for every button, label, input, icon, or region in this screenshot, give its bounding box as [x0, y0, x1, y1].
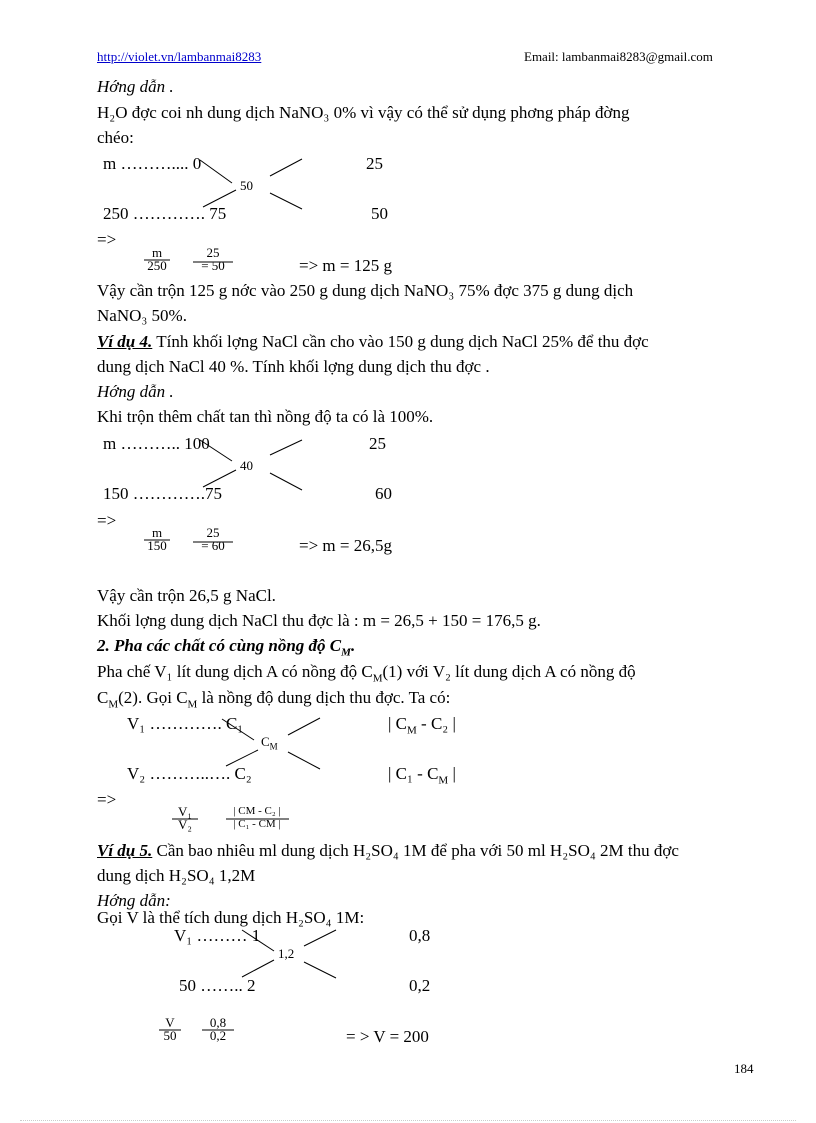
example4-arrow: => — [97, 511, 117, 530]
example4-mid: 40 — [240, 458, 253, 473]
section2-row1-right: | $C_M - C_2$ | — [388, 714, 456, 737]
frac-denominator: 50 — [163, 1028, 177, 1043]
section2-mid: $C_M$ — [261, 734, 278, 752]
cross-line — [270, 440, 302, 455]
section2-row2-left: V₂ ………..…. C₂ — [127, 764, 252, 783]
example5-row2-left: 50 …….. 2 — [179, 976, 256, 995]
example5-row1-left: V₁ ……… 1 — [174, 926, 261, 945]
example5-guide-line: Gọi V là thể tích dung dịch H₂SO₄ 1M: — [97, 908, 365, 927]
cross-line — [200, 440, 232, 461]
section2-title: 2. Pha các chất có cùng nồng độ $C_M$. — [97, 636, 356, 659]
example4-result: => m = 26,5g — [299, 536, 392, 555]
cross-line — [270, 193, 302, 209]
cross-line — [200, 160, 232, 183]
block1-row1-left: m ……….... 0 — [103, 154, 202, 173]
cross-line — [203, 470, 236, 487]
frac-numerator: V₁ — [178, 804, 192, 819]
header-link[interactable]: http://violet.vn/lambanmai8283 — [97, 49, 262, 64]
guide-heading-3: Hớng dẫn: — [97, 891, 171, 910]
cross-line — [270, 159, 302, 176]
section2-row2-right: | $C_1 - C_M$ | — [388, 764, 456, 787]
cross-line — [288, 718, 320, 735]
section2-para-line2: $C_M(2)$. Gọi $C_M$ là nồng độ dung dịch thu đợc. Ta có: — [97, 688, 451, 711]
frac-numerator: m — [151, 525, 163, 540]
guide-heading-2: Hớng dẫn . — [97, 382, 174, 401]
section2-row1-left: V₁ …………. C₁ — [127, 714, 244, 733]
block1-result: => m = 125 g — [299, 256, 392, 275]
block1-row2-left: 250 …………. 75 — [103, 204, 227, 223]
frac-denominator: 250 — [147, 258, 167, 273]
frac-numerator: m — [151, 245, 163, 260]
example4-line2: dung dịch NaCl 40 %. Tính khối lợng dung dịch thu đợc . — [97, 357, 490, 376]
frac-denominator: | C₁ - CM | — [233, 818, 281, 830]
section2-arrow: => — [97, 790, 117, 809]
bottom-rule — [20, 1120, 796, 1121]
example5-text1: Cần bao nhiêu ml dung dịch H₂SO₄ 1M để pha với 50 ml H₂SO₄ 2M thu đợc — [152, 841, 679, 860]
page-number: 184 — [734, 1061, 754, 1076]
frac-denominator: V₂ — [178, 817, 192, 832]
cross-line — [222, 719, 254, 740]
example5-mid: 1,2 — [278, 946, 295, 961]
cross-line — [242, 930, 274, 951]
cross-line — [242, 960, 274, 977]
cross-line — [226, 750, 258, 766]
example4-row1-right: 25 — [369, 434, 386, 453]
cross-line — [203, 190, 236, 207]
example5-result: = > V = 200 — [346, 1027, 429, 1046]
example4-text1: Tính khối lợng NaCl cần cho vào 150 g dung dịch NaCl 25% để thu đợc — [152, 332, 649, 351]
frac-denominator: = 50 — [201, 258, 225, 273]
frac-numerator: 25 — [206, 245, 220, 260]
block1-line1: H₂O đợc coi nh dung dịch NaNO₃ 0% vì vậy có thể sử dụng phơng pháp đờng — [97, 103, 630, 122]
example4-row2-right: 60 — [375, 484, 392, 503]
frac-numerator: | CM - C₂ | — [233, 805, 281, 817]
frac-denominator: 0,2 — [209, 1028, 227, 1043]
block1-mid: 50 — [240, 178, 253, 193]
example4-row2-left: 150 ………….75 — [103, 484, 222, 503]
block1-row1-right: 25 — [366, 154, 383, 173]
example5-row2-right: 0,2 — [409, 976, 431, 995]
frac-denominator: = 60 — [201, 538, 225, 553]
example5-row1-right: 0,8 — [409, 926, 431, 945]
guide-heading-1: Hớng dẫn . — [97, 77, 174, 96]
example4-label: Ví dụ 4. — [97, 332, 153, 351]
block1-conclusion-2: NaNO₃ 50%. — [97, 306, 187, 325]
cross-line — [304, 930, 336, 946]
frac-numerator: 0,8 — [209, 1015, 227, 1030]
block1-arrow: => — [97, 230, 117, 249]
block1-conclusion-1: Vậy cần trộn 125 g nớc vào 250 g dung dịch NaNO₃ 75% đợc 375 g dung dịch — [97, 281, 634, 300]
cross-line — [288, 752, 320, 769]
frac-denominator: 150 — [147, 538, 167, 553]
example5-label: Ví dụ 5. — [97, 841, 153, 860]
example4-row1-left: m ……….. 100 — [103, 434, 210, 453]
section2-para-line1: Pha chế V₁ lít dung dịch A có nồng độ $C_M(1)$ với V₂ lít dung dịch A có nồng độ — [97, 662, 636, 685]
frac-numerator: V — [165, 1015, 175, 1030]
header-email: Email: lambanmai8283@gmail.com — [524, 49, 713, 64]
cross-line — [304, 962, 336, 978]
block1-row2-right: 50 — [371, 204, 388, 223]
frac-numerator: 25 — [206, 525, 220, 540]
example4-conclusion-2: Khối lợng dung dịch NaCl thu đợc là : m = 26,5 + 150 = 176,5 g. — [97, 611, 541, 630]
block1-line2: chéo: — [97, 128, 134, 147]
example5-line2: dung dịch H₂SO₄ 1,2M — [97, 866, 256, 885]
example4-conclusion-1: Vậy cần trộn 26,5 g NaCl. — [97, 586, 276, 605]
example4-guide-line: Khi trộn thêm chất tan thì nồng độ ta có là 100%. — [97, 407, 434, 426]
cross-line — [270, 473, 302, 490]
